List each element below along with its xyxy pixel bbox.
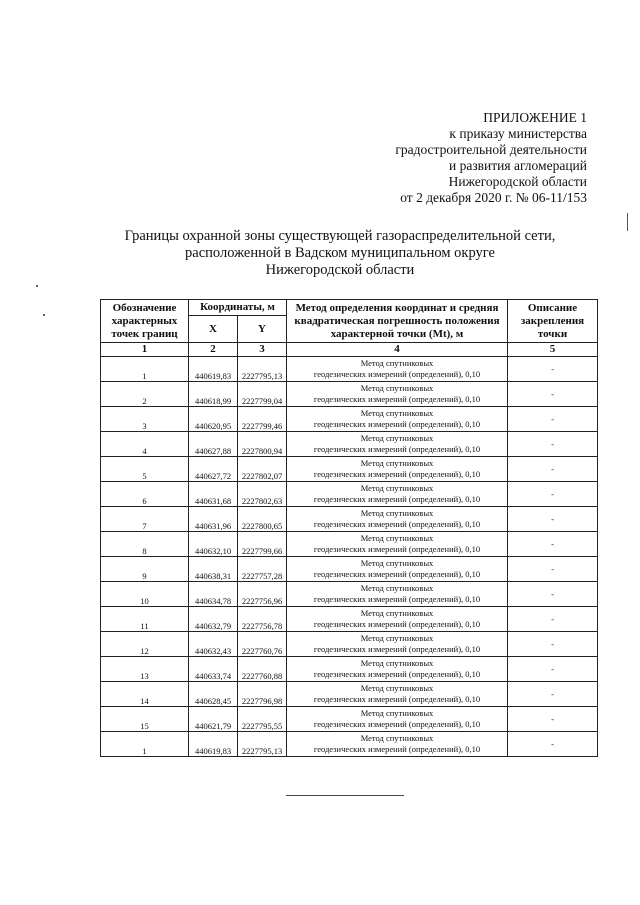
table-row: [101, 457, 598, 482]
coord-y: 2227800,65: [238, 507, 287, 532]
method-line: геодезических измерений (определений), 0,10: [313, 569, 481, 579]
method-line: геодезических измерений (определений), 0,10: [313, 519, 481, 529]
method-line: геодезических измерений (определений), 0,10: [313, 744, 481, 754]
appendix-line: Нижегородской области: [448, 174, 587, 189]
point-description: -: [508, 407, 598, 432]
coord-y: 2227796,98: [238, 682, 287, 707]
method-line: Метод спутниковых: [360, 683, 434, 693]
title-line: Нижегородской области: [265, 262, 415, 278]
method-line: Метод спутниковых: [360, 708, 434, 718]
point-description: -: [508, 532, 598, 557]
table-row: [101, 732, 598, 757]
coord-x: 440620,95: [189, 407, 238, 432]
coord-x: 440634,78: [189, 582, 238, 607]
coord-x: 440618,99: [189, 382, 238, 407]
method-line: геодезических измерений (определений), 0,10: [313, 544, 481, 554]
column-number: 3: [238, 343, 287, 357]
coord-y: 2227756,78: [238, 607, 287, 632]
method-line: Метод спутниковых: [360, 733, 434, 743]
coord-y: 2227795,13: [238, 357, 287, 382]
point-id: 2: [101, 382, 189, 407]
method-cell: [287, 557, 508, 582]
method-line: геодезических измерений (определений), 0,10: [313, 644, 481, 654]
point-id: 7: [101, 507, 189, 532]
header-designation: Обозначение характерных точек границ: [101, 300, 189, 343]
appendix-title: ПРИЛОЖЕНИЕ 1: [483, 110, 587, 125]
point-id: 12: [101, 632, 189, 657]
column-number: 5: [508, 343, 598, 357]
point-description: -: [508, 357, 598, 382]
coord-x: 440631,96: [189, 507, 238, 532]
title-line: расположенной в Вадском муниципальном округе: [185, 245, 495, 261]
point-id: 5: [101, 457, 189, 482]
coord-y: 2227800,94: [238, 432, 287, 457]
method-line: Метод спутниковых: [360, 608, 434, 618]
method-line: Метод спутниковых: [360, 358, 434, 368]
header-method: Метод определения координат и средняя квадратическая погрешность положения характерной точки (Mt), м: [287, 300, 508, 343]
table-row: [101, 482, 598, 507]
column-number: 4: [287, 343, 508, 357]
method-line: Метод спутниковых: [360, 433, 434, 443]
coord-x: 440627,72: [189, 457, 238, 482]
coord-x: 440628,45: [189, 682, 238, 707]
table-row: [101, 532, 598, 557]
header-coordinates: Координаты, м: [189, 300, 287, 316]
method-line: Метод спутниковых: [360, 483, 434, 493]
coord-y: 2227757,28: [238, 557, 287, 582]
method-line: Метод спутниковых: [360, 533, 434, 543]
coord-y: 2227799,66: [238, 532, 287, 557]
coord-x: 440627,88: [189, 432, 238, 457]
method-cell: [287, 657, 508, 682]
point-description: -: [508, 482, 598, 507]
table-row: [101, 707, 598, 732]
table-body: [101, 357, 598, 757]
coord-x: 440632,43: [189, 632, 238, 657]
method-cell: [287, 632, 508, 657]
scan-mark: [627, 213, 628, 231]
method-cell: [287, 357, 508, 382]
method-line: геодезических измерений (определений), 0,10: [313, 369, 481, 379]
point-description: -: [508, 682, 598, 707]
column-number: 1: [101, 343, 189, 357]
point-description: -: [508, 432, 598, 457]
point-description: -: [508, 607, 598, 632]
coord-y: 2227795,55: [238, 707, 287, 732]
point-id: 14: [101, 682, 189, 707]
method-cell: [287, 407, 508, 432]
point-id: 15: [101, 707, 189, 732]
appendix-line: к приказу министерства: [449, 126, 587, 141]
method-line: Метод спутниковых: [360, 458, 434, 468]
appendix-line: градостроительной деятельности: [395, 142, 587, 157]
method-cell: [287, 532, 508, 557]
scan-mark: [43, 314, 45, 316]
method-cell: [287, 382, 508, 407]
coord-x: 440638,31: [189, 557, 238, 582]
point-id: 11: [101, 607, 189, 632]
point-id: 1: [101, 357, 189, 382]
coord-x: 440619,83: [189, 357, 238, 382]
point-id: 4: [101, 432, 189, 457]
header-y: Y: [238, 316, 287, 343]
point-description: -: [508, 382, 598, 407]
method-line: геодезических измерений (определений), 0,10: [313, 494, 481, 504]
point-description: -: [508, 632, 598, 657]
method-line: геодезических измерений (определений), 0,10: [313, 694, 481, 704]
method-cell: [287, 682, 508, 707]
coord-x: 440621,79: [189, 707, 238, 732]
table-row: [101, 582, 598, 607]
method-line: Метод спутниковых: [360, 408, 434, 418]
coord-x: 440633,74: [189, 657, 238, 682]
method-line: геодезических измерений (определений), 0,10: [313, 669, 481, 679]
method-cell: [287, 507, 508, 532]
appendix-line: и развития агломераций: [448, 158, 587, 173]
bottom-divider: [286, 795, 404, 796]
method-line: геодезических измерений (определений), 0,10: [313, 444, 481, 454]
method-line: геодезических измерений (определений), 0,10: [313, 394, 481, 404]
point-id: 3: [101, 407, 189, 432]
table-row: [101, 607, 598, 632]
point-description: -: [508, 732, 598, 757]
appendix-date-number: от 2 декабря 2020 г. № 06-11/153: [400, 190, 587, 205]
header-description: Описание закрепления точки: [508, 300, 598, 343]
point-id: 6: [101, 482, 189, 507]
method-cell: [287, 457, 508, 482]
point-description: -: [508, 557, 598, 582]
scan-mark: [36, 285, 38, 287]
coord-y: 2227760,88: [238, 657, 287, 682]
coord-x: 440632,10: [189, 532, 238, 557]
coord-y: 2227760,76: [238, 632, 287, 657]
method-cell: [287, 707, 508, 732]
title-line: Границы охранной зоны существующей газораспределительной сети,: [124, 228, 556, 244]
table-row: [101, 382, 598, 407]
method-cell: [287, 607, 508, 632]
table-row: [101, 507, 598, 532]
method-line: геодезических измерений (определений), 0,10: [313, 719, 481, 729]
point-id: 9: [101, 557, 189, 582]
point-description: -: [508, 582, 598, 607]
coordinates-table: [100, 299, 598, 757]
table-row: [101, 657, 598, 682]
table-row: [101, 682, 598, 707]
method-cell: [287, 432, 508, 457]
point-id: 10: [101, 582, 189, 607]
coord-y: 2227799,04: [238, 382, 287, 407]
coord-y: 2227799,46: [238, 407, 287, 432]
table-row: [101, 432, 598, 457]
coord-x: 440632,79: [189, 607, 238, 632]
appendix-header: [327, 110, 587, 206]
table-row: [101, 557, 598, 582]
point-description: -: [508, 507, 598, 532]
coord-y: 2227802,63: [238, 482, 287, 507]
method-line: Метод спутниковых: [360, 383, 434, 393]
point-id: 8: [101, 532, 189, 557]
method-line: геодезических измерений (определений), 0,10: [313, 594, 481, 604]
method-line: геодезических измерений (определений), 0,10: [313, 619, 481, 629]
document-title: [60, 228, 620, 279]
method-cell: [287, 482, 508, 507]
coord-x: 440631,68: [189, 482, 238, 507]
method-line: Метод спутниковых: [360, 658, 434, 668]
point-description: -: [508, 457, 598, 482]
method-cell: [287, 732, 508, 757]
point-description: -: [508, 657, 598, 682]
table-row: [101, 357, 598, 382]
coord-x: 440619,83: [189, 732, 238, 757]
method-line: Метод спутниковых: [360, 508, 434, 518]
method-line: Метод спутниковых: [360, 558, 434, 568]
header-x: X: [189, 316, 238, 343]
coord-y: 2227756,96: [238, 582, 287, 607]
coord-y: 2227795,13: [238, 732, 287, 757]
column-number: 2: [189, 343, 238, 357]
method-line: геодезических измерений (определений), 0,10: [313, 419, 481, 429]
point-description: -: [508, 707, 598, 732]
table-row: [101, 632, 598, 657]
coord-y: 2227802,07: [238, 457, 287, 482]
point-id: 13: [101, 657, 189, 682]
method-cell: [287, 582, 508, 607]
method-line: Метод спутниковых: [360, 583, 434, 593]
point-id: 1: [101, 732, 189, 757]
table-row: [101, 407, 598, 432]
method-line: геодезических измерений (определений), 0,10: [313, 469, 481, 479]
method-line: Метод спутниковых: [360, 633, 434, 643]
